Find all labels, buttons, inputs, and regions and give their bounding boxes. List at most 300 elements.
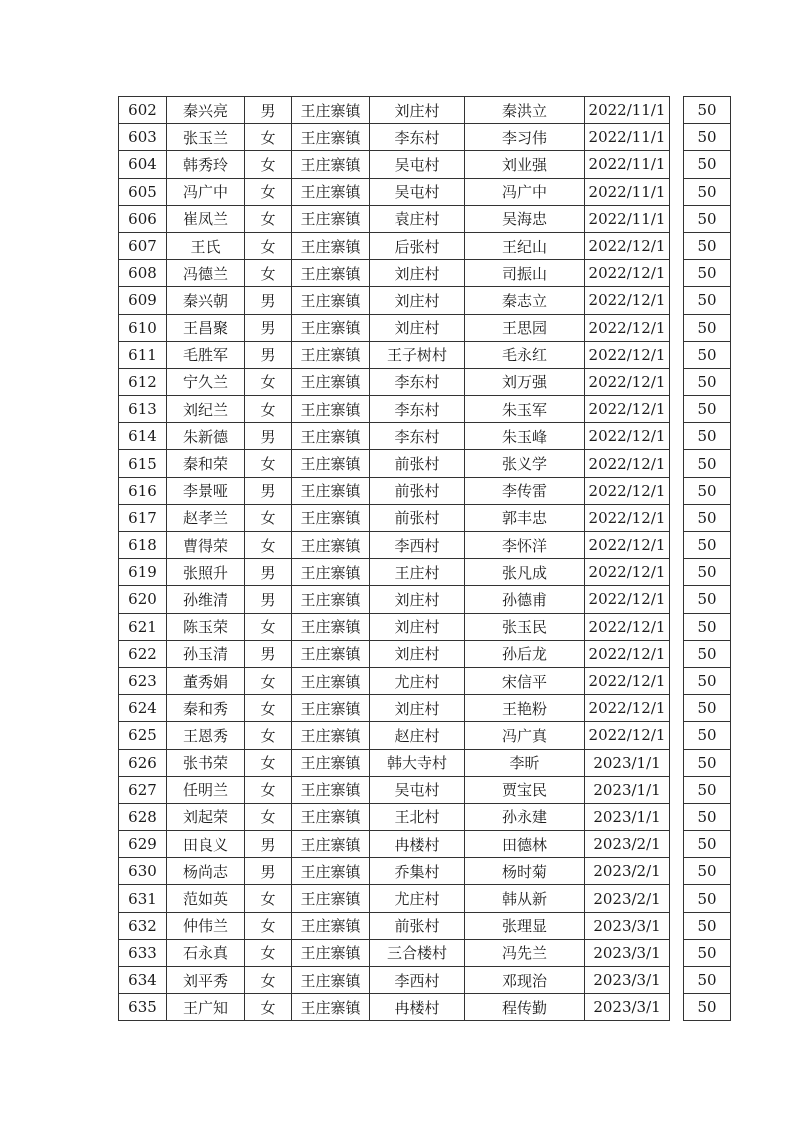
column-gap [670,695,684,722]
column-gap [670,124,684,151]
town-cell: 王庄寨镇 [292,450,370,477]
village-cell: 刘庄村 [370,613,465,640]
table-row [119,205,731,232]
table-row [119,722,731,749]
column-gap [670,858,684,885]
table-row [119,667,731,694]
town-cell: 王庄寨镇 [292,97,370,124]
gender-cell: 女 [245,912,292,939]
column-gap [670,232,684,259]
amount-cell: 50 [684,368,731,395]
town-cell: 王庄寨镇 [292,232,370,259]
serial-number-cell: 631 [119,885,167,912]
gender-cell: 男 [245,97,292,124]
column-gap [670,341,684,368]
amount-cell: 50 [684,97,731,124]
payee-cell: 李传雷 [465,477,585,504]
column-gap [670,532,684,559]
payee-cell: 冯广中 [465,178,585,205]
name-cell: 任明兰 [167,776,245,803]
amount-cell: 50 [684,450,731,477]
amount-cell: 50 [684,124,731,151]
table-row [119,450,731,477]
amount-cell: 50 [684,858,731,885]
table-row [119,994,731,1021]
date-cell: 2023/1/1 [585,803,670,830]
village-cell: 赵庄村 [370,722,465,749]
gender-cell: 女 [245,260,292,287]
column-gap [670,939,684,966]
name-cell: 朱新德 [167,423,245,450]
name-cell: 崔凤兰 [167,205,245,232]
gender-cell: 男 [245,640,292,667]
column-gap [670,586,684,613]
town-cell: 王庄寨镇 [292,504,370,531]
village-cell: 袁庄村 [370,205,465,232]
amount-cell: 50 [684,477,731,504]
table-row [119,695,731,722]
payee-cell: 朱玉军 [465,396,585,423]
name-cell: 李景哑 [167,477,245,504]
village-cell: 尤庄村 [370,667,465,694]
date-cell: 2022/12/1 [585,586,670,613]
serial-number-cell: 614 [119,423,167,450]
records-table-body [119,97,731,1021]
serial-number-cell: 610 [119,314,167,341]
serial-number-cell: 628 [119,803,167,830]
amount-cell: 50 [684,831,731,858]
town-cell: 王庄寨镇 [292,831,370,858]
town-cell: 王庄寨镇 [292,178,370,205]
column-gap [670,178,684,205]
date-cell: 2022/12/1 [585,232,670,259]
table-row [119,368,731,395]
village-cell: 刘庄村 [370,695,465,722]
village-cell: 尤庄村 [370,885,465,912]
table-row [119,640,731,667]
column-gap [670,396,684,423]
date-cell: 2023/3/1 [585,939,670,966]
town-cell: 王庄寨镇 [292,341,370,368]
name-cell: 孙维清 [167,586,245,613]
town-cell: 王庄寨镇 [292,586,370,613]
village-cell: 刘庄村 [370,314,465,341]
amount-cell: 50 [684,396,731,423]
serial-number-cell: 629 [119,831,167,858]
town-cell: 王庄寨镇 [292,967,370,994]
gender-cell: 女 [245,232,292,259]
gender-cell: 女 [245,885,292,912]
column-gap [670,477,684,504]
date-cell: 2023/2/1 [585,885,670,912]
village-cell: 刘庄村 [370,287,465,314]
village-cell: 刘庄村 [370,260,465,287]
gender-cell: 女 [245,776,292,803]
column-gap [670,314,684,341]
town-cell: 王庄寨镇 [292,858,370,885]
amount-cell: 50 [684,967,731,994]
column-gap [670,450,684,477]
name-cell: 秦和秀 [167,695,245,722]
payee-cell: 孙后龙 [465,640,585,667]
amount-cell: 50 [684,912,731,939]
date-cell: 2023/1/1 [585,776,670,803]
name-cell: 杨尚志 [167,858,245,885]
table-row [119,260,731,287]
table-row [119,912,731,939]
table-row [119,151,731,178]
gender-cell: 女 [245,532,292,559]
table-row [119,803,731,830]
payee-cell: 冯先兰 [465,939,585,966]
payee-cell: 田德林 [465,831,585,858]
date-cell: 2022/12/1 [585,504,670,531]
serial-number-cell: 626 [119,749,167,776]
amount-cell: 50 [684,287,731,314]
village-cell: 前张村 [370,450,465,477]
payee-cell: 张凡成 [465,559,585,586]
town-cell: 王庄寨镇 [292,695,370,722]
village-cell: 冉楼村 [370,831,465,858]
date-cell: 2023/2/1 [585,831,670,858]
village-cell: 前张村 [370,912,465,939]
name-cell: 毛胜军 [167,341,245,368]
table-row [119,341,731,368]
gender-cell: 男 [245,559,292,586]
column-gap [670,667,684,694]
payee-cell: 程传勤 [465,994,585,1021]
gender-cell: 女 [245,368,292,395]
name-cell: 王昌聚 [167,314,245,341]
gender-cell: 男 [245,858,292,885]
name-cell: 韩秀玲 [167,151,245,178]
gender-cell: 男 [245,341,292,368]
village-cell: 王庄村 [370,559,465,586]
village-cell: 李东村 [370,423,465,450]
amount-cell: 50 [684,613,731,640]
town-cell: 王庄寨镇 [292,368,370,395]
amount-cell: 50 [684,504,731,531]
column-gap [670,722,684,749]
column-gap [670,97,684,124]
table-row [119,124,731,151]
town-cell: 王庄寨镇 [292,994,370,1021]
payee-cell: 刘业强 [465,151,585,178]
gender-cell: 女 [245,967,292,994]
town-cell: 王庄寨镇 [292,396,370,423]
column-gap [670,287,684,314]
serial-number-cell: 611 [119,341,167,368]
town-cell: 王庄寨镇 [292,640,370,667]
date-cell: 2022/12/1 [585,368,670,395]
village-cell: 三合楼村 [370,939,465,966]
name-cell: 孙玉清 [167,640,245,667]
town-cell: 王庄寨镇 [292,205,370,232]
gender-cell: 女 [245,178,292,205]
village-cell: 乔集村 [370,858,465,885]
town-cell: 王庄寨镇 [292,803,370,830]
payee-cell: 毛永红 [465,341,585,368]
date-cell: 2022/12/1 [585,260,670,287]
town-cell: 王庄寨镇 [292,423,370,450]
date-cell: 2022/11/1 [585,124,670,151]
name-cell: 秦兴亮 [167,97,245,124]
amount-cell: 50 [684,532,731,559]
town-cell: 王庄寨镇 [292,776,370,803]
town-cell: 王庄寨镇 [292,912,370,939]
serial-number-cell: 605 [119,178,167,205]
date-cell: 2022/12/1 [585,613,670,640]
payee-cell: 杨时菊 [465,858,585,885]
gender-cell: 女 [245,151,292,178]
name-cell: 王广知 [167,994,245,1021]
town-cell: 王庄寨镇 [292,749,370,776]
column-gap [670,260,684,287]
column-gap [670,967,684,994]
village-cell: 冉楼村 [370,994,465,1021]
amount-cell: 50 [684,314,731,341]
column-gap [670,423,684,450]
table-row [119,586,731,613]
gender-cell: 女 [245,803,292,830]
village-cell: 吴屯村 [370,178,465,205]
town-cell: 王庄寨镇 [292,151,370,178]
amount-cell: 50 [684,722,731,749]
serial-number-cell: 619 [119,559,167,586]
column-gap [670,151,684,178]
amount-cell: 50 [684,994,731,1021]
serial-number-cell: 615 [119,450,167,477]
table-row [119,423,731,450]
date-cell: 2022/12/1 [585,341,670,368]
date-cell: 2022/11/1 [585,205,670,232]
name-cell: 刘纪兰 [167,396,245,423]
payee-cell: 刘万强 [465,368,585,395]
gender-cell: 女 [245,722,292,749]
amount-cell: 50 [684,667,731,694]
serial-number-cell: 603 [119,124,167,151]
column-gap [670,559,684,586]
payee-cell: 秦洪立 [465,97,585,124]
name-cell: 张书荣 [167,749,245,776]
town-cell: 王庄寨镇 [292,559,370,586]
name-cell: 田良义 [167,831,245,858]
serial-number-cell: 635 [119,994,167,1021]
payee-cell: 朱玉峰 [465,423,585,450]
serial-number-cell: 622 [119,640,167,667]
amount-cell: 50 [684,776,731,803]
date-cell: 2022/12/1 [585,450,670,477]
amount-cell: 50 [684,559,731,586]
town-cell: 王庄寨镇 [292,885,370,912]
payee-cell: 宋信平 [465,667,585,694]
date-cell: 2023/1/1 [585,749,670,776]
date-cell: 2022/12/1 [585,640,670,667]
date-cell: 2022/11/1 [585,178,670,205]
name-cell: 王氏 [167,232,245,259]
town-cell: 王庄寨镇 [292,124,370,151]
name-cell: 仲伟兰 [167,912,245,939]
serial-number-cell: 606 [119,205,167,232]
serial-number-cell: 620 [119,586,167,613]
village-cell: 王子树村 [370,341,465,368]
date-cell: 2022/12/1 [585,695,670,722]
gender-cell: 男 [245,586,292,613]
village-cell: 刘庄村 [370,586,465,613]
amount-cell: 50 [684,232,731,259]
serial-number-cell: 634 [119,967,167,994]
table-row [119,396,731,423]
payee-cell: 孙德甫 [465,586,585,613]
column-gap [670,504,684,531]
town-cell: 王庄寨镇 [292,667,370,694]
town-cell: 王庄寨镇 [292,613,370,640]
date-cell: 2022/12/1 [585,423,670,450]
serial-number-cell: 621 [119,613,167,640]
name-cell: 冯广中 [167,178,245,205]
town-cell: 王庄寨镇 [292,532,370,559]
name-cell: 赵孝兰 [167,504,245,531]
column-gap [670,885,684,912]
gender-cell: 男 [245,477,292,504]
village-cell: 前张村 [370,504,465,531]
town-cell: 王庄寨镇 [292,477,370,504]
town-cell: 王庄寨镇 [292,722,370,749]
village-cell: 刘庄村 [370,97,465,124]
serial-number-cell: 624 [119,695,167,722]
serial-number-cell: 618 [119,532,167,559]
gender-cell: 女 [245,205,292,232]
serial-number-cell: 616 [119,477,167,504]
name-cell: 刘平秀 [167,967,245,994]
payee-cell: 郭丰忠 [465,504,585,531]
village-cell: 李东村 [370,368,465,395]
village-cell: 李西村 [370,967,465,994]
date-cell: 2023/3/1 [585,967,670,994]
payee-cell: 王思园 [465,314,585,341]
amount-cell: 50 [684,939,731,966]
column-gap [670,613,684,640]
column-gap [670,749,684,776]
village-cell: 前张村 [370,477,465,504]
gender-cell: 男 [245,287,292,314]
gender-cell: 男 [245,423,292,450]
village-cell: 吴屯村 [370,776,465,803]
table-row [119,97,731,124]
village-cell: 王北村 [370,803,465,830]
table-row [119,532,731,559]
date-cell: 2023/3/1 [585,994,670,1021]
name-cell: 曹得荣 [167,532,245,559]
amount-cell: 50 [684,341,731,368]
table-row [119,178,731,205]
serial-number-cell: 632 [119,912,167,939]
gender-cell: 女 [245,124,292,151]
table-row [119,287,731,314]
payee-cell: 李习伟 [465,124,585,151]
date-cell: 2022/12/1 [585,396,670,423]
table-row [119,477,731,504]
amount-cell: 50 [684,640,731,667]
amount-cell: 50 [684,151,731,178]
village-cell: 李东村 [370,396,465,423]
column-gap [670,205,684,232]
payee-cell: 冯广真 [465,722,585,749]
date-cell: 2022/12/1 [585,532,670,559]
table-row [119,831,731,858]
serial-number-cell: 633 [119,939,167,966]
name-cell: 王恩秀 [167,722,245,749]
village-cell: 吴屯村 [370,151,465,178]
payee-cell: 邓现治 [465,967,585,994]
date-cell: 2022/11/1 [585,97,670,124]
gender-cell: 女 [245,613,292,640]
gender-cell: 女 [245,749,292,776]
date-cell: 2023/3/1 [585,912,670,939]
table-row [119,232,731,259]
serial-number-cell: 630 [119,858,167,885]
payee-cell: 张玉民 [465,613,585,640]
name-cell: 张照升 [167,559,245,586]
table-row [119,504,731,531]
name-cell: 刘起荣 [167,803,245,830]
payee-cell: 秦志立 [465,287,585,314]
town-cell: 王庄寨镇 [292,287,370,314]
serial-number-cell: 602 [119,97,167,124]
amount-cell: 50 [684,803,731,830]
amount-cell: 50 [684,885,731,912]
serial-number-cell: 623 [119,667,167,694]
amount-cell: 50 [684,423,731,450]
amount-cell: 50 [684,586,731,613]
serial-number-cell: 608 [119,260,167,287]
date-cell: 2022/12/1 [585,314,670,341]
village-cell: 李东村 [370,124,465,151]
column-gap [670,803,684,830]
serial-number-cell: 604 [119,151,167,178]
table-row [119,314,731,341]
town-cell: 王庄寨镇 [292,314,370,341]
table-row [119,858,731,885]
name-cell: 石永真 [167,939,245,966]
gender-cell: 男 [245,314,292,341]
payee-cell: 司振山 [465,260,585,287]
amount-cell: 50 [684,695,731,722]
village-cell: 韩大寺村 [370,749,465,776]
name-cell: 宁久兰 [167,368,245,395]
name-cell: 范如英 [167,885,245,912]
column-gap [670,831,684,858]
gender-cell: 女 [245,504,292,531]
payee-cell: 王艳粉 [465,695,585,722]
amount-cell: 50 [684,178,731,205]
payee-cell: 张理显 [465,912,585,939]
gender-cell: 男 [245,831,292,858]
gender-cell: 女 [245,994,292,1021]
table-row [119,559,731,586]
village-cell: 刘庄村 [370,640,465,667]
name-cell: 陈玉荣 [167,613,245,640]
date-cell: 2022/11/1 [585,151,670,178]
name-cell: 秦兴朝 [167,287,245,314]
town-cell: 王庄寨镇 [292,260,370,287]
date-cell: 2022/12/1 [585,287,670,314]
serial-number-cell: 612 [119,368,167,395]
date-cell: 2022/12/1 [585,667,670,694]
serial-number-cell: 613 [119,396,167,423]
serial-number-cell: 617 [119,504,167,531]
gender-cell: 女 [245,667,292,694]
